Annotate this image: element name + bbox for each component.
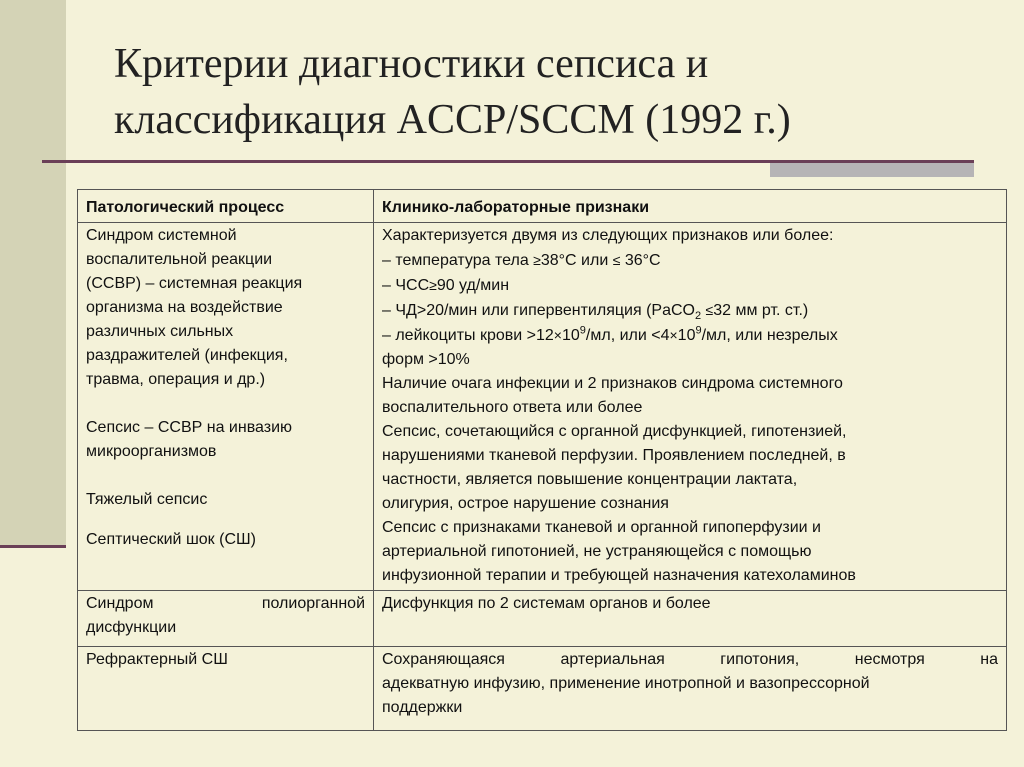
text-part: 90 уд/мин [436,277,510,294]
text-part: 10 [561,327,580,344]
table-row [78,591,1007,647]
sirs-line: Синдром системной [86,227,237,244]
table-header-row [78,190,1007,223]
text-part: 10 [677,327,696,344]
left-decorative-band [0,0,66,548]
subscript: 2 [694,310,702,323]
text-part: 36°С [620,252,661,269]
title-line-2: классификация ACCP/SCCM (1992 г.) [114,97,791,143]
spacer [86,464,365,488]
severe-sepsis-definition: частности, является повышение концентрации лактата, [382,471,798,488]
superscript: 9 [579,324,586,337]
le-symbol: ≤ [612,252,621,268]
refractory-shock-label: Рефрактерный СШ [86,651,228,668]
cell-process-mods [78,591,374,647]
septic-shock-label: Септический шок (СШ) [86,531,256,548]
sirs-line: воспалительной реакции [86,251,273,268]
severe-sepsis-definition: олигурия, острое нарушение сознания [382,495,669,512]
sepsis-definition: Наличие очага инфекции и 2 признаков синдрома системного [382,375,843,392]
le-symbol: ≤ [705,302,714,318]
sepsis-line: Сепсис – ССВР на инвазию [86,419,293,436]
text-part: /мл, или незрелых [701,327,838,344]
text-part: – температура тела [382,252,534,269]
mods-definition: Дисфункция по 2 системам органов и более [382,595,711,612]
table-row [78,647,1007,731]
cell-process-refractory [78,647,374,731]
text-part: – ЧД>20/мин или гипервентиляция (PaCO [382,302,695,319]
sign-leukocytes [382,323,998,348]
spacer [86,512,365,528]
slide-title [114,36,994,148]
severe-sepsis-definition: Сепсис, сочетающийся с органной дисфункцией, гипотензией, [382,423,847,440]
sepsis-definition: воспалительного ответа или более [382,399,643,416]
signs-intro: Характеризуется двумя из следующих признаков или более: [382,227,834,244]
text-part: 38°С или [540,252,613,269]
spacer [86,392,365,416]
title-line-1: Критерии диагностики сепсиса и [114,41,709,87]
cell-signs-main [374,223,1007,591]
text-part: 32 мм рт. ст.) [713,302,809,319]
mods-line-1: Синдром полиорганной [86,595,365,612]
sirs-line: раздражителей (инфекция, [86,347,288,364]
sign-immature-forms: форм >10% [382,351,470,368]
refractory-definition: адекватную инфузию, применение инотропной и вазопрессорной [382,675,870,692]
refractory-definition: поддержки [382,699,463,716]
cell-process-main [78,223,374,591]
ge-symbol: ≥ [429,277,437,293]
sirs-line: (ССВР) – системная реакция [86,275,303,292]
superscript: 9 [695,324,702,337]
ge-symbol: ≥ [533,252,541,268]
sign-respiratory-rate [382,298,998,323]
sepsis-criteria-table [77,189,1007,731]
header-process: Патологический процесс [78,190,374,223]
septic-shock-definition: инфузионной терапии и требующей назначения катехоламинов [382,567,856,584]
sepsis-line: микроорганизмов [86,443,217,460]
text-part: – ЧСС [382,277,430,294]
severe-sepsis-definition: нарушениями тканевой перфузии. Проявлением последней, в [382,447,846,464]
cell-signs-refractory [374,647,1007,731]
left-band-rule [0,545,66,548]
septic-shock-definition: Сепсис с признаками тканевой и органной гипоперфузии и [382,519,821,536]
cell-signs-mods [374,591,1007,647]
sign-temperature [382,248,998,273]
text-part: /мл, или <4 [585,327,670,344]
sirs-line: различных сильных [86,323,234,340]
sirs-line: травма, операция и др.) [86,371,266,388]
times-symbol: × [553,327,562,343]
sirs-line: организма на воздействие [86,299,283,316]
times-symbol: × [669,327,678,343]
severe-sepsis-label: Тяжелый сепсис [86,491,208,508]
table-row [78,223,1007,591]
text-part: – лейкоциты крови >12 [382,327,554,344]
sign-heart-rate [382,273,998,298]
title-underline-accent [770,163,974,177]
septic-shock-definition: артериальной гипотонией, не устраняющейся с помощью [382,543,812,560]
header-signs: Клинико-лабораторные признаки [374,190,1007,223]
refractory-definition: Сохраняющаяся артериальная гипотония, несмотря на [382,651,998,668]
mods-line-2: дисфункции [86,619,177,636]
